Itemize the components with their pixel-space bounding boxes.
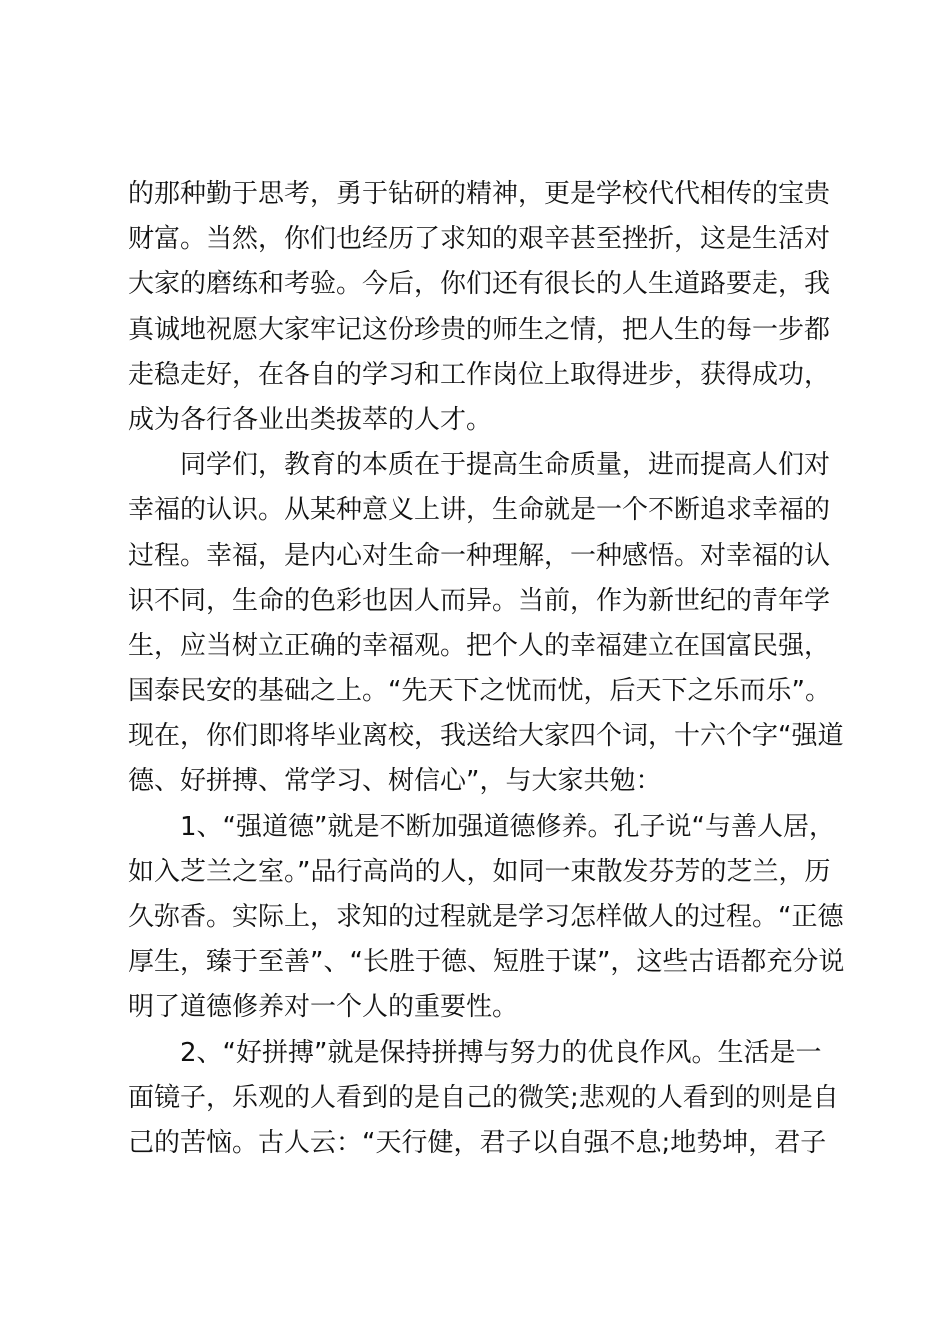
text-line: 同学们，教育的本质在于提高生命质量，进而提高人们对 [128,450,831,481]
text-line: 面镜子，乐观的人看到的是自己的微笑;悲观的人看到的则是自 [128,1082,839,1113]
text-line: 国泰民安的基础之上。“先天下之忧而忧，后天下之乐而乐”。 [128,676,831,707]
text-line: 成为各行各业出类拔萃的人才。 [128,404,493,435]
text-line: 现在，你们即将毕业离校，我送给大家四个词，十六个字“强道 [128,721,844,752]
text-line: 的那种勤于思考，勇于钻研的精神，更是学校代代相传的宝贵 [128,179,831,209]
text-line: 明了道德修养对一个人的重要性。 [128,992,519,1023]
text-line: 真诚地祝愿大家牢记这份珍贵的师生之情，把人生的每一步都 [128,314,831,345]
text-line: 幸福的认识。从某种意义上讲，生命就是一个不断追求幸福的 [128,495,831,526]
text-line: 己的苦恼。古人云：“天行健，君子以自强不息;地势坤，君子 [128,1127,827,1158]
text-line: 走稳走好，在各自的学习和工作岗位上取得进步，获得成功， [128,359,831,390]
text-line: 过程。幸福，是内心对生命一种理解，一种感悟。对幸福的认 [128,540,831,571]
text-line: 识不同，生命的色彩也因人而异。当前，作为新世纪的青年学 [128,585,831,616]
text-line: 如入芝兰之室。”品行高尚的人，如同一束散发芬芳的芝兰，历 [128,856,831,887]
text-line: 2、“好拼搏”就是保持拼搏与努力的优良作风。生活是一 [128,1037,822,1068]
text-line: 大家的磨练和考验。今后，你们还有很长的人生道路要走，我 [128,269,831,300]
body-text [128,172,848,1166]
text-line: 生，应当树立正确的幸福观。把个人的幸福建立在国富民强， [128,630,831,661]
text-line: 久弥香。实际上，求知的过程就是学习怎样做人的过程。“正德 [128,902,844,932]
text-line: 财富。当然，你们也经历了求知的艰辛甚至挫折，这是生活对 [128,224,831,255]
text-line: 厚生，臻于至善”、“长胜于德、短胜于谋”，这些古语都充分说 [128,947,845,978]
text-line: 德、好拼搏、常学习、树信心”，与大家共勉： [128,766,662,797]
text-line: 1、“强道德”就是不断加强道德修养。孔子说“与善人居， [128,811,835,842]
